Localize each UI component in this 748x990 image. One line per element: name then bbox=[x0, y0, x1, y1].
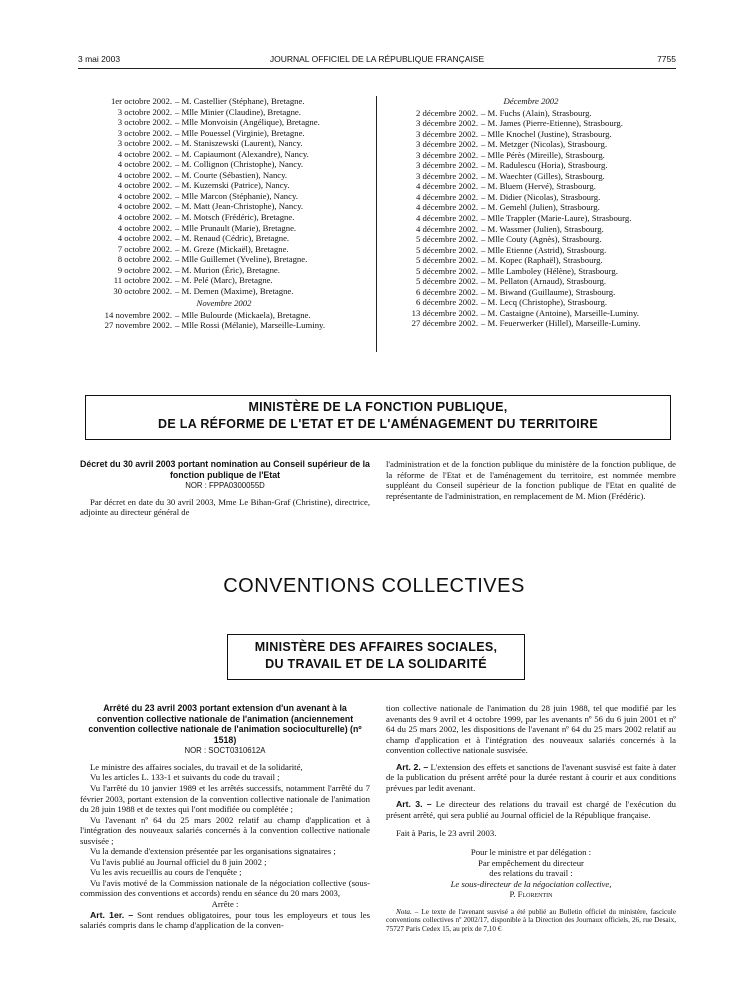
appointment-date: 5 décembre 2002. bbox=[416, 255, 478, 266]
november-heading: Novembre 2002 bbox=[196, 298, 252, 309]
appointment-date: 1er octobre 2002. bbox=[110, 96, 172, 106]
appointment-row bbox=[386, 181, 676, 192]
appointment-row bbox=[80, 244, 368, 255]
appointment-date: 4 octobre 2002. bbox=[117, 190, 172, 201]
appointment-row bbox=[80, 223, 368, 234]
appointment-name: – Mlle Trappler (Marie-Laure), Strasbourg. bbox=[481, 213, 632, 224]
appointment-date: 3 décembre 2002. bbox=[416, 128, 478, 139]
appointment-date: 5 décembre 2002. bbox=[416, 276, 478, 287]
appointment-name: – M. Waechter (Gilles), Strasbourg. bbox=[481, 170, 605, 181]
appointment-name: – Mlle Bulourde (Mickaela), Bretagne. bbox=[175, 309, 311, 320]
appointment-name: – Mlle Marcon (Stéphanie), Nancy. bbox=[175, 190, 298, 201]
appointment-date: 4 octobre 2002. bbox=[117, 148, 172, 159]
appointment-name: – Mlle Couty (Agnès), Strasbourg. bbox=[481, 234, 602, 245]
december-list bbox=[386, 108, 676, 329]
arrete-visas bbox=[80, 762, 370, 899]
appointment-name: – Mlle Knochel (Justine), Strasbourg. bbox=[481, 128, 612, 139]
appointment-row bbox=[80, 117, 368, 128]
visa-paragraph: Vu les articles L. 133-1 et suivants du code du travail ; bbox=[90, 772, 280, 783]
appointment-name: – M. Matt (Jean-Christophe), Nancy. bbox=[175, 201, 304, 212]
appointment-date: 4 octobre 2002. bbox=[117, 159, 172, 170]
ministry-line-1: MINISTÈRE DE LA FONCTION PUBLIQUE, bbox=[248, 400, 508, 414]
appointment-name: – M. Feuerwerker (Hillel), Marseille-Luminy. bbox=[481, 318, 641, 329]
decret-body-right: l'administration et de la fonction publique du ministère de la fonction publique, de la réforme de l'Etat et de l'aménagement du territoire, est nommée membre suppléant du Conseil supérieur de la fonction publique de l'Etat en qualité de représentante de l'administration, en remplacement de M. Mion (Frédéric). bbox=[386, 459, 676, 501]
article-2-label: Art. 2. – bbox=[396, 761, 429, 772]
appointment-row bbox=[80, 159, 368, 170]
section-title: CONVENTIONS COLLECTIVES bbox=[223, 575, 525, 597]
appointment-name: – M. Renaud (Cédric), Bretagne. bbox=[175, 233, 290, 244]
appointment-name: – M. Collignon (Christophe), Nancy. bbox=[175, 159, 304, 170]
ministry2-line-1: MINISTÈRE DES AFFAIRES SOCIALES, bbox=[254, 640, 498, 654]
article-1 bbox=[80, 910, 370, 931]
appointments-left-column bbox=[80, 96, 368, 331]
appointment-name: – M. Murion (Éric), Bretagne. bbox=[175, 264, 280, 275]
appointment-name: – Mlle Guillemet (Yveline), Bretagne. bbox=[175, 254, 308, 265]
appointment-row bbox=[386, 139, 676, 150]
appointment-name: – M. Demen (Maxime), Bretagne. bbox=[175, 285, 294, 296]
appointment-row bbox=[386, 245, 676, 256]
appointment-row bbox=[80, 149, 368, 160]
article-3-text: Le directeur des relations du travail est chargé de l'exécution du présent arrêté, qui sera publié au Journal officiel de la République française. bbox=[386, 799, 677, 820]
appointment-name: – M. Metzger (Nicolas), Strasbourg. bbox=[481, 139, 608, 150]
nota-label: Nota. bbox=[396, 907, 412, 916]
appointment-name: – Mlle Minier (Claudine), Bretagne. bbox=[175, 106, 301, 117]
visa-paragraph: Vu les avis recueillis au cours de l'enquête ; bbox=[90, 867, 242, 878]
appointment-name: – M. Kuzemski (Patrice), Nancy. bbox=[175, 180, 290, 191]
page-header bbox=[78, 54, 676, 66]
article-1-continued: tion collective nationale de l'animation du 28 juin 1988, tel que modifié par les avenants des 9 avril et 4 octobre 1999, par les avenants nº 56 du 6 juin 2001 et nº 64 du 25 mars 2002, les dispositions de l'avenant nº 64 du 25 mars 2002 relatif au champ d'application et à l'intégration des nouveaux salariés concernés à la convention collective nationale susvisée. bbox=[386, 703, 676, 756]
appointment-name: – M. Radulescu (Horia), Strasbourg. bbox=[481, 160, 608, 171]
appointment-row bbox=[80, 128, 368, 139]
appointment-date: 7 octobre 2002. bbox=[117, 243, 172, 254]
appointment-row bbox=[386, 192, 676, 203]
appointment-row bbox=[386, 224, 676, 235]
appointment-date: 4 octobre 2002. bbox=[117, 201, 172, 212]
appointment-name: – M. Didier (Nicolas), Strasbourg. bbox=[481, 191, 601, 202]
ministry-affaires-sociales-box bbox=[227, 634, 525, 680]
appointment-date: 3 décembre 2002. bbox=[416, 139, 478, 150]
appointment-name: – M. Castellier (Stéphane), Bretagne. bbox=[175, 96, 305, 106]
decret-nor: NOR : FPPA0300055D bbox=[185, 481, 265, 491]
appointment-name: – M. Greze (Mickaël), Bretagne. bbox=[175, 243, 289, 254]
appointment-row bbox=[386, 255, 676, 266]
article-1-text: Sont rendues obligatoires, pour tous les employeurs et tous les salariés compris dans le champ d'application de la conven- bbox=[80, 909, 370, 931]
appointment-date: 2 décembre 2002. bbox=[416, 107, 478, 118]
appointment-name: – Mlle Etienne (Astrid), Strasbourg. bbox=[481, 244, 607, 255]
arrete-right bbox=[386, 703, 676, 934]
appointment-date: 4 octobre 2002. bbox=[117, 222, 172, 233]
appointment-row bbox=[386, 129, 676, 140]
appointment-name: – M. Pelé (Marc), Bretagne. bbox=[175, 275, 273, 286]
appointment-row bbox=[80, 107, 368, 118]
appointment-date: 5 décembre 2002. bbox=[416, 234, 478, 245]
appointments-right-column bbox=[386, 96, 676, 329]
appointment-row bbox=[386, 150, 676, 161]
appointment-date: 14 novembre 2002. bbox=[104, 309, 172, 320]
appointment-date: 27 novembre 2002. bbox=[104, 320, 172, 331]
arrete-nor: NOR : SOCT0310612A bbox=[184, 746, 266, 756]
article-2-text: L'extension des effets et sanctions de l'avenant susvisé est faite à dater de la publication du présent arrêté pour la durée restant à courir et aux conditions prévues par ledit avenant. bbox=[386, 761, 677, 793]
appointment-name: – Mlle Pérès (Mireille), Strasbourg. bbox=[481, 149, 605, 160]
appointment-name: – Mlle Rossi (Mélanie), Marseille-Luminy. bbox=[175, 320, 325, 331]
appointment-row bbox=[80, 191, 368, 202]
appointment-row bbox=[386, 160, 676, 171]
appointment-date: 5 décembre 2002. bbox=[416, 265, 478, 276]
appointment-name: – M. Fuchs (Alain), Strasbourg. bbox=[481, 107, 592, 118]
appointment-row bbox=[80, 180, 368, 191]
appointment-date: 27 décembre 2002. bbox=[411, 318, 478, 329]
visa-paragraph: Le ministre des affaires sociales, du travail et de la solidarité, bbox=[90, 761, 303, 772]
visa-paragraph: Vu l'avenant nº 64 du 25 mars 2002 relatif au champ d'application et à l'intégration des nouveaux salariés concernés à la convention collective nationale susvisée ; bbox=[80, 814, 370, 846]
article-1-label: Art. 1er. – bbox=[90, 909, 134, 920]
october-list bbox=[80, 96, 368, 296]
decret-left bbox=[80, 459, 370, 518]
appointment-row bbox=[80, 320, 368, 331]
journal-title: JOURNAL OFFICIEL DE LA RÉPUBLIQUE FRANÇAISE bbox=[269, 54, 485, 64]
appointment-row bbox=[80, 170, 368, 181]
appointment-name: – M. Castaigne (Antoine), Marseille-Luminy. bbox=[481, 307, 639, 318]
appointment-date: 6 décembre 2002. bbox=[416, 297, 478, 308]
appointment-date: 3 décembre 2002. bbox=[416, 160, 478, 171]
appointment-date: 13 décembre 2002. bbox=[411, 307, 478, 318]
appointment-row bbox=[386, 276, 676, 287]
appointment-row bbox=[386, 171, 676, 182]
appointment-date: 3 décembre 2002. bbox=[416, 170, 478, 181]
appointment-name: – M. Courte (Sébastien), Nancy. bbox=[175, 169, 288, 180]
appointment-date: 4 décembre 2002. bbox=[416, 202, 478, 213]
decret-title: Décret du 30 avril 2003 portant nomination au Conseil supérieur de la fonction publique de l'Etat bbox=[80, 459, 370, 480]
signature-line-3: des relations du travail : bbox=[489, 868, 573, 879]
appointment-row bbox=[386, 118, 676, 129]
appointment-name: – M. Pellaton (Arnaud), Strasbourg. bbox=[481, 276, 607, 287]
appointment-date: 8 octobre 2002. bbox=[117, 254, 172, 265]
appointment-name: – M. Capiaumont (Alexandre), Nancy. bbox=[175, 148, 309, 159]
appointment-date: 4 octobre 2002. bbox=[117, 169, 172, 180]
appointment-row bbox=[386, 287, 676, 298]
nota bbox=[386, 908, 676, 934]
appointment-name: – M. Gemehl (Julien), Strasbourg. bbox=[481, 202, 600, 213]
article-3 bbox=[386, 799, 676, 820]
header-rule bbox=[78, 68, 676, 69]
appointment-row bbox=[80, 265, 368, 276]
article-2 bbox=[386, 762, 676, 794]
appointment-date: 3 octobre 2002. bbox=[117, 106, 172, 117]
appointment-date: 4 décembre 2002. bbox=[416, 223, 478, 234]
appointment-row bbox=[80, 310, 368, 321]
appointment-date: 30 octobre 2002. bbox=[113, 285, 172, 296]
appointment-date: 9 octobre 2002. bbox=[117, 264, 172, 275]
appointment-row bbox=[80, 96, 368, 107]
appointment-name: – M. Biwand (Guillaume), Strasbourg. bbox=[481, 286, 616, 297]
appointment-date: 4 décembre 2002. bbox=[416, 213, 478, 224]
november-list bbox=[80, 310, 368, 331]
arrete-left bbox=[80, 703, 370, 931]
appointment-date: 3 octobre 2002. bbox=[117, 127, 172, 138]
appointment-row bbox=[386, 266, 676, 277]
visa-paragraph: Vu l'avis publié au Journal officiel du 8 juin 2002 ; bbox=[90, 856, 267, 867]
appointment-name: – M. Kopec (Raphaël), Strasbourg. bbox=[481, 255, 603, 266]
signer-name: P. Florentin bbox=[509, 889, 553, 900]
december-heading: Décembre 2002 bbox=[503, 96, 559, 106]
signature-line-2: Par empêchement du directeur bbox=[478, 857, 584, 868]
appointment-date: 11 octobre 2002. bbox=[113, 275, 172, 286]
appointment-name: – Mlle Prunault (Marie), Bretagne. bbox=[175, 222, 297, 233]
appointment-name: – M. Motsch (Frédéric), Bretagne. bbox=[175, 212, 295, 223]
appointment-row bbox=[80, 233, 368, 244]
ministry-fonction-publique-box bbox=[85, 395, 671, 440]
decret-body-left: Par décret en date du 30 avril 2003, Mme Le Bihan-Graf (Christine), directrice, adjointe au directeur général de bbox=[80, 496, 370, 518]
ministry2-line-2: DU TRAVAIL ET DE LA SOLIDARITÉ bbox=[265, 657, 487, 671]
appointment-date: 4 octobre 2002. bbox=[117, 233, 172, 244]
appointment-name: – M. James (Pierre-Etienne), Strasbourg. bbox=[481, 118, 623, 129]
decret-right bbox=[386, 459, 676, 501]
fait-a-paris: Fait à Paris, le 23 avril 2003. bbox=[396, 828, 497, 839]
appointment-date: 4 décembre 2002. bbox=[416, 191, 478, 202]
issue-date: 3 mai 2003 bbox=[78, 54, 121, 64]
appointment-date: 3 octobre 2002. bbox=[117, 138, 172, 149]
signature-block bbox=[386, 847, 676, 900]
appointment-row bbox=[386, 213, 676, 224]
signature-line-4: Le sous-directeur de la négociation collective, bbox=[450, 878, 612, 889]
column-divider bbox=[376, 96, 377, 352]
appointment-row bbox=[80, 286, 368, 297]
ministry-line-2: DE LA RÉFORME DE L'ETAT ET DE L'AMÉNAGEMENT DU TERRITOIRE bbox=[158, 417, 598, 431]
appointment-row bbox=[80, 254, 368, 265]
appointment-name: – M. Lecq (Christophe), Strasbourg. bbox=[481, 297, 608, 308]
appointment-row bbox=[80, 212, 368, 223]
appointment-date: 4 décembre 2002. bbox=[416, 181, 478, 192]
appointment-date: 4 octobre 2002. bbox=[117, 180, 172, 191]
appointment-row bbox=[386, 297, 676, 308]
arrete-label: Arrête : bbox=[211, 899, 239, 910]
nota-text: – Le texte de l'avenant susvisé a été publié au Bulletin officiel du ministère, fascicule conventions collectives nº 2002/17, disponible à la Direction des Journaux officiels, 26, rue Desaix, 75727 Paris Cedex 15, au prix de 7,10 € bbox=[386, 907, 676, 933]
appointment-row bbox=[80, 138, 368, 149]
visa-paragraph: Vu l'avis motivé de la Commission nationale de la négociation collective (sous-commission des conventions et accords) rendu en séance du 20 mars 2003, bbox=[80, 877, 370, 899]
arrete-title: Arrêté du 23 avril 2003 portant extension d'un avenant à la convention collective nationale de l'animation (anciennement convention collective nationale de l'animation socioculturelle) (nº 1518) bbox=[88, 703, 362, 745]
appointment-date: 3 octobre 2002. bbox=[117, 117, 172, 128]
appointment-name: – M. Bluem (Hervé), Strasbourg. bbox=[481, 181, 596, 192]
appointment-name: – M. Staniszewski (Laurent), Nancy. bbox=[175, 138, 303, 149]
appointment-name: – Mlle Pouessel (Virginie), Bretagne. bbox=[175, 127, 305, 138]
visa-paragraph: Vu la demande d'extension présentée par les organisations signataires ; bbox=[90, 846, 336, 857]
appointment-name: – M. Wassmer (Julien), Strasbourg. bbox=[481, 223, 604, 234]
signature-line-1: Pour le ministre et par délégation : bbox=[470, 847, 592, 858]
appointment-date: 4 octobre 2002. bbox=[117, 212, 172, 223]
page-number: 7755 bbox=[657, 54, 676, 64]
appointment-date: 5 décembre 2002. bbox=[416, 244, 478, 255]
appointment-row bbox=[386, 108, 676, 119]
visa-paragraph: Vu l'arrêté du 10 janvier 1989 et les arrêtés successifs, notamment l'arrêté du 7 février 2003, portant extension de la convention collective nationale de l'animation du 28 juin 1988 et de textes qui l'ont modifiée ou complétée ; bbox=[80, 783, 370, 815]
appointment-name: – Mlle Lamboley (Hélène), Strasbourg. bbox=[481, 265, 618, 276]
appointment-row bbox=[80, 275, 368, 286]
appointment-date: 3 décembre 2002. bbox=[416, 149, 478, 160]
appointment-row bbox=[386, 308, 676, 319]
article-3-label: Art. 3. – bbox=[396, 799, 432, 810]
appointment-row bbox=[386, 318, 676, 329]
appointment-row bbox=[386, 234, 676, 245]
appointment-row bbox=[386, 202, 676, 213]
appointment-name: – Mlle Monvoisin (Angélique), Bretagne. bbox=[175, 117, 320, 128]
appointment-date: 6 décembre 2002. bbox=[416, 286, 478, 297]
appointment-row bbox=[80, 201, 368, 212]
appointment-date: 3 décembre 2002. bbox=[416, 118, 478, 129]
